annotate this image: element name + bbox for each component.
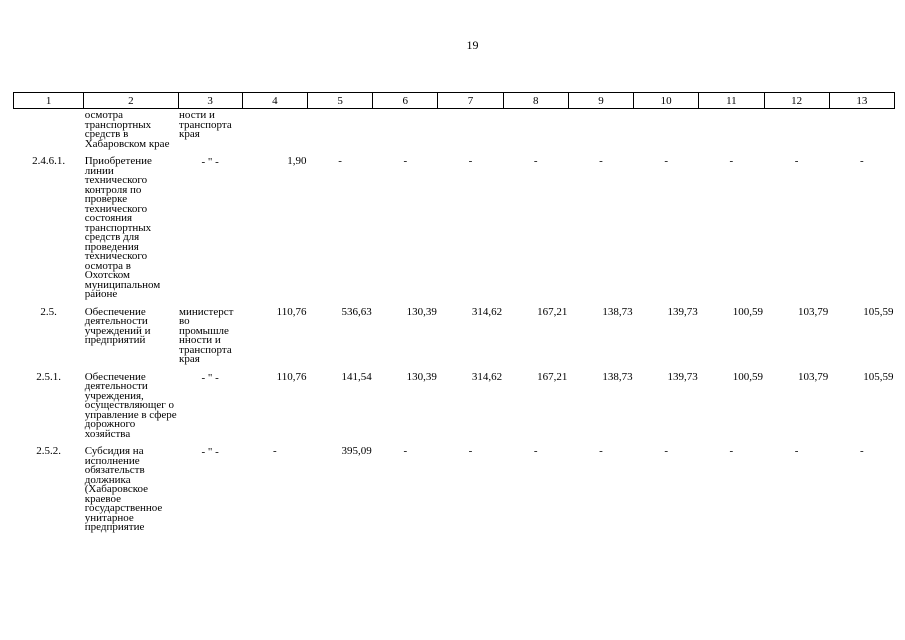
value-cell: 130,39 <box>406 370 437 383</box>
value-cell: 130,39 <box>406 305 437 318</box>
value-cell <box>242 109 307 156</box>
value-cell: 139,73 <box>667 305 698 318</box>
measure-name-cell: Обеспечение деятельности учреждения, осуществляющег о управление в сфере дорожного хозяйства <box>84 370 177 440</box>
executor-cell: министерст во промышле нности и транспорта края <box>179 305 234 365</box>
executor-cell: - " - <box>201 156 219 168</box>
executor-cell: - " - <box>201 371 219 384</box>
row-number-cell: 2.4.6.1. <box>32 155 66 167</box>
value-cell: 314,62 <box>471 305 503 318</box>
column-header: 10 <box>634 93 699 109</box>
value-cell: 103,79 <box>797 370 829 383</box>
value-cell: 110,76 <box>276 370 307 383</box>
value-cell: - <box>664 445 668 457</box>
table-row <box>14 371 895 446</box>
column-header: 4 <box>242 93 307 109</box>
row-number-cell: 2.5. <box>40 305 57 318</box>
budget-table <box>13 92 895 539</box>
value-cell: - <box>533 155 538 167</box>
value-cell: 314,62 <box>471 370 503 383</box>
value-cell: - <box>794 155 799 167</box>
column-header: 6 <box>373 93 438 109</box>
value-cell: - <box>468 155 473 167</box>
value-cell: - <box>599 155 603 167</box>
page-number: 19 <box>466 38 479 52</box>
value-cell <box>373 109 438 156</box>
value-cell: - <box>729 445 734 457</box>
value-cell: - <box>664 155 668 167</box>
value-cell: - <box>403 155 408 167</box>
value-cell: - <box>599 445 603 457</box>
value-cell: 141,54 <box>341 370 372 383</box>
column-header: 13 <box>829 93 894 109</box>
value-cell: 105,59 <box>863 305 894 318</box>
value-cell <box>503 109 568 156</box>
measure-name-cell: Субсидия на исполнение обязательств должника (Хабаровское краевое государственное унитарное предприятие <box>84 445 163 533</box>
table-body <box>14 109 895 539</box>
value-cell: 1,90 <box>287 155 307 167</box>
value-cell: - <box>729 155 734 167</box>
value-cell: - <box>533 445 538 457</box>
value-cell <box>699 109 764 156</box>
value-cell: 395,09 <box>341 445 372 457</box>
value-cell <box>438 109 503 156</box>
column-header: 2 <box>84 93 178 109</box>
value-cell: - <box>794 445 799 457</box>
table-row <box>14 109 895 156</box>
value-cell: - <box>860 445 864 457</box>
column-header: 12 <box>764 93 829 109</box>
value-cell <box>568 109 633 156</box>
column-header: 5 <box>307 93 372 109</box>
value-cell: 110,76 <box>276 305 307 318</box>
row-number-cell: 2.5.2. <box>36 445 61 457</box>
value-cell: - <box>468 445 473 457</box>
value-cell: - <box>273 445 277 457</box>
measure-name-cell: Приобретение линии технического контроля по проверке технического состояния транспортных средств для проведения технического осмотра в Охотском муниципальном районе <box>84 155 161 300</box>
table-row <box>14 306 895 371</box>
value-cell: 167,21 <box>537 370 568 383</box>
measure-name-cell: Обеспечение деятельности учреждений и предприятий <box>84 305 151 346</box>
value-cell: - <box>860 155 864 167</box>
column-header: 7 <box>438 93 503 109</box>
column-header: 8 <box>503 93 568 109</box>
value-cell: 100,59 <box>732 305 763 318</box>
value-cell: 167,21 <box>537 305 568 318</box>
value-cell <box>829 109 894 156</box>
column-number-header-row <box>14 93 895 109</box>
value-cell <box>764 109 829 156</box>
value-cell: - <box>403 445 408 457</box>
value-cell <box>634 109 699 156</box>
column-header: 1 <box>14 93 84 109</box>
value-cell: 139,73 <box>667 370 698 383</box>
column-header: 3 <box>178 93 242 109</box>
row-number-cell <box>14 109 84 156</box>
column-header: 9 <box>568 93 633 109</box>
value-cell: 138,73 <box>602 305 633 318</box>
measure-name-cell: осмотра транспортных средств в Хабаровском крае <box>84 109 170 150</box>
value-cell: - <box>338 155 342 167</box>
column-header: 11 <box>699 93 764 109</box>
executor-cell: - " - <box>201 446 219 458</box>
value-cell: 105,59 <box>863 370 894 383</box>
value-cell: 100,59 <box>732 370 763 383</box>
table-row <box>14 445 895 539</box>
executor-cell: ности и транспорта края <box>179 109 232 140</box>
value-cell: 138,73 <box>602 370 633 383</box>
value-cell: 103,79 <box>797 305 829 318</box>
value-cell: 536,63 <box>341 305 372 318</box>
value-cell <box>307 109 372 156</box>
row-number-cell: 2.5.1. <box>36 370 61 383</box>
table-row <box>14 155 895 306</box>
